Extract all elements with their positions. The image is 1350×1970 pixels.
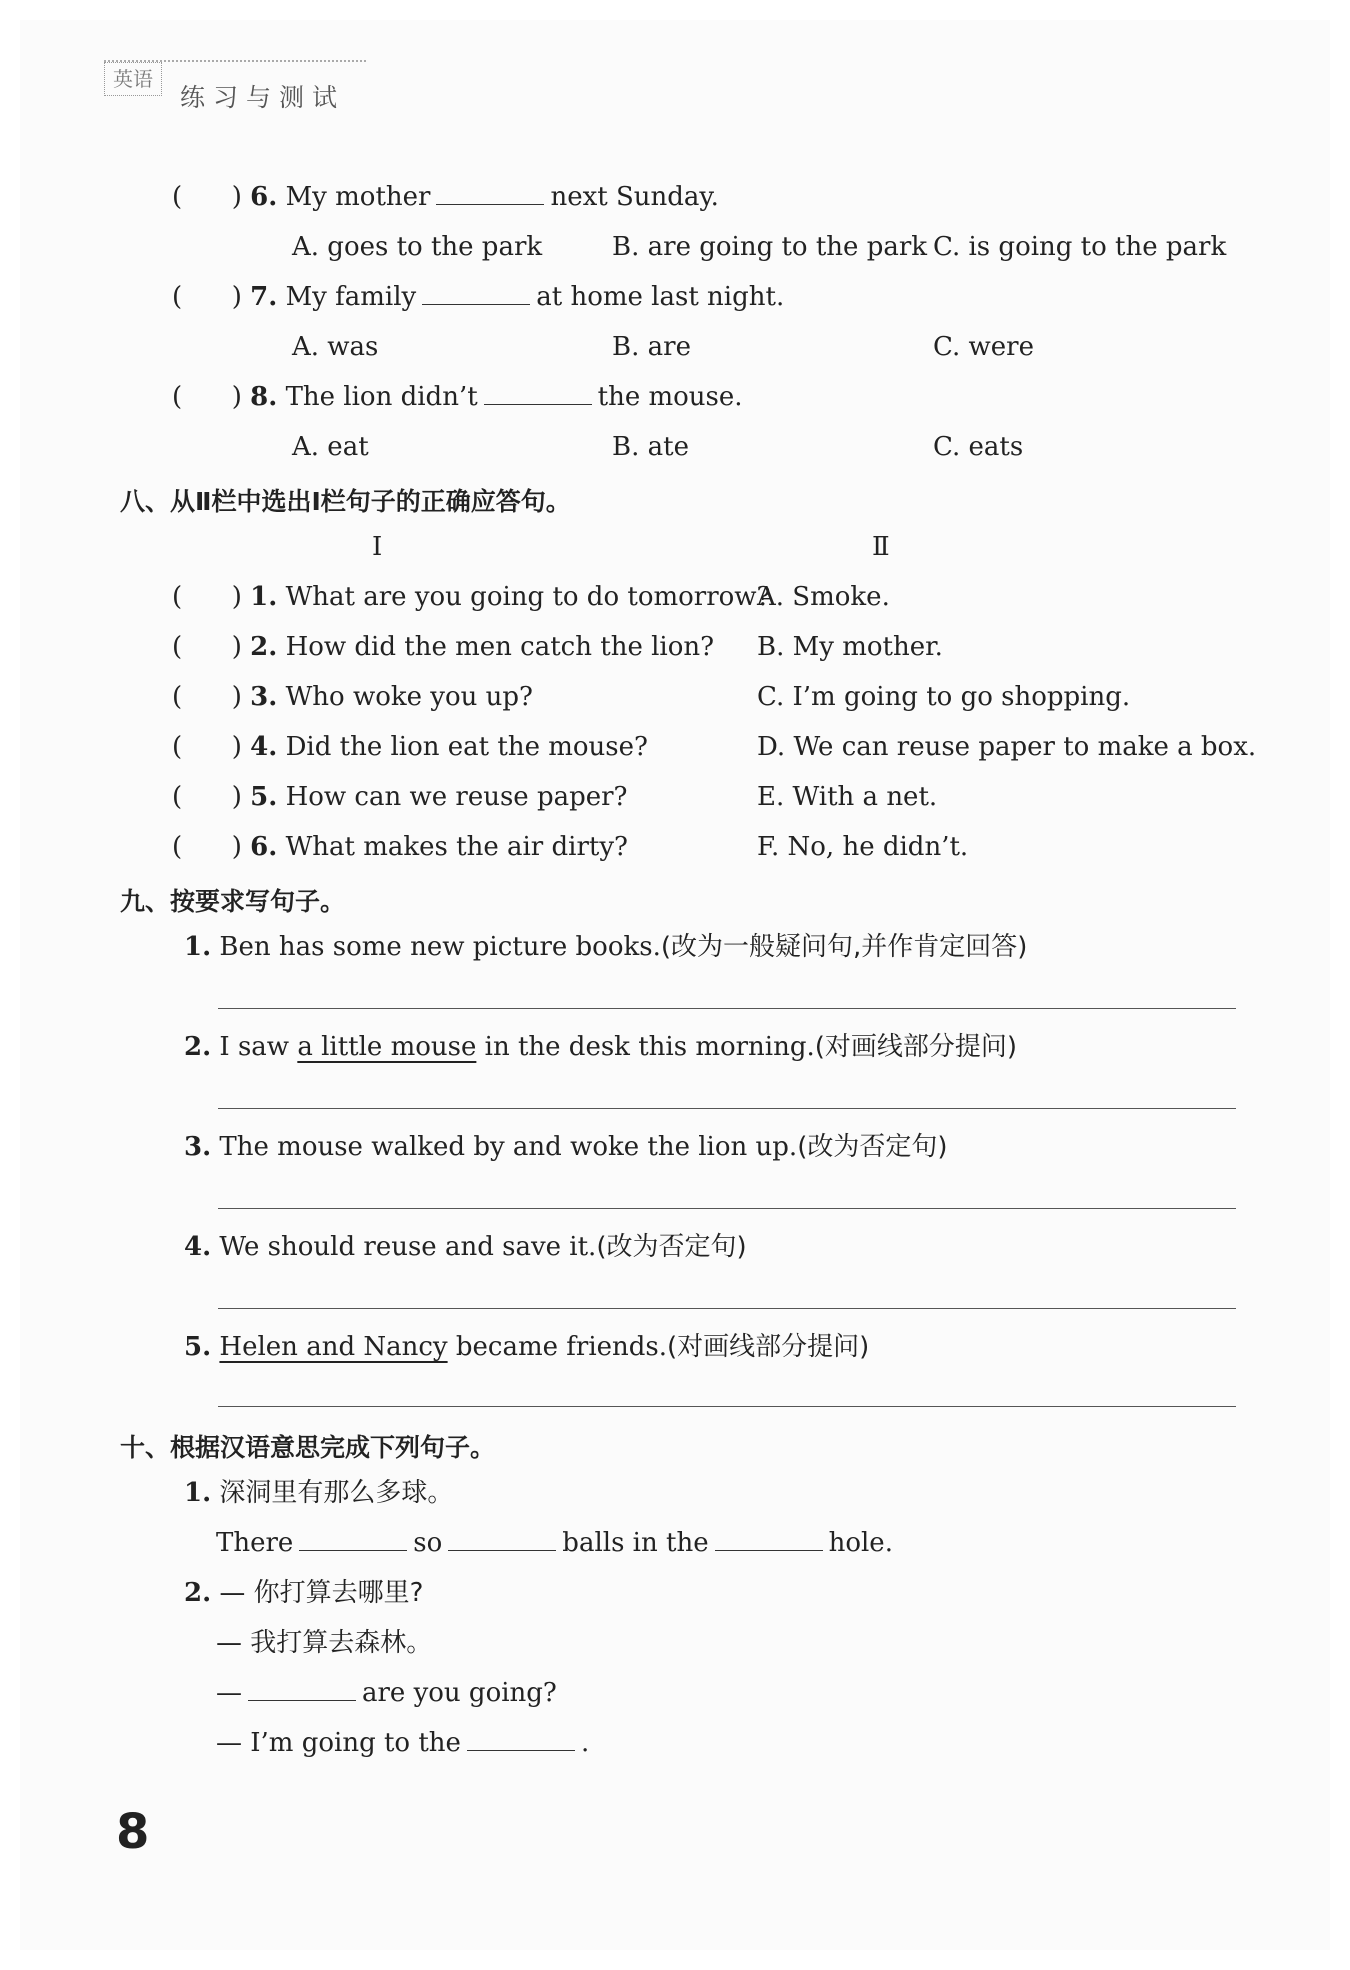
translate-item-2-question-en: — are you going? [216, 1678, 557, 1708]
match-row: ( ) 3. Who woke you up? [172, 682, 533, 712]
answer-line[interactable] [218, 1208, 1236, 1209]
match-answer: F. No, he didn’t. [757, 832, 969, 862]
translate-item-2-reply-zh: — 我打算去森林。 [216, 1628, 433, 1658]
match-row: ( ) 2. How did the men catch the lion? [172, 632, 715, 662]
mc-6-option-b[interactable]: B. are going to the park [612, 232, 928, 262]
answer-blank[interactable] [436, 180, 544, 205]
header-title: 练习与测试 [180, 83, 346, 112]
answer-blank[interactable] [248, 1676, 356, 1701]
match-answer: C. I’m going to go shopping. [757, 682, 1131, 712]
answer-line[interactable] [218, 1406, 1236, 1407]
mc-question-6: ( ) 6. My mother next Sunday. [172, 182, 719, 212]
underlined-phrase: a little mouse [297, 1032, 477, 1062]
answer-blank[interactable] [299, 1526, 407, 1551]
match-answer: D. We can reuse paper to make a box. [757, 732, 1257, 762]
match-row: ( ) 5. How can we reuse paper? [172, 782, 628, 812]
translate-item-1-prompt: 1. 深洞里有那么多球。 [184, 1478, 454, 1508]
rewrite-item-3: 3. The mouse walked by and woke the lion up.(改为否定句) [184, 1132, 948, 1162]
answer-line[interactable] [218, 1008, 1236, 1009]
match-row: ( ) 6. What makes the air dirty? [172, 832, 628, 862]
column-1-heading: Ⅰ [372, 532, 383, 562]
answer-blank[interactable] [448, 1526, 556, 1551]
mc-7-option-a[interactable]: A. was [292, 332, 379, 362]
answer-line[interactable] [218, 1108, 1236, 1109]
column-2-heading: Ⅱ [872, 532, 890, 562]
mc-question-7: ( ) 7. My family at home last night. [172, 282, 785, 312]
translate-item-2-prompt: 2. — 你打算去哪里? [184, 1578, 424, 1608]
answer-line[interactable] [218, 1308, 1236, 1309]
mc-8-option-c[interactable]: C. eats [933, 432, 1024, 462]
mc-8-option-a[interactable]: A. eat [292, 432, 369, 462]
answer-blank[interactable] [484, 380, 592, 405]
rewrite-item-4: 4. We should reuse and save it.(改为否定句) [184, 1232, 747, 1262]
answer-blank[interactable] [715, 1526, 823, 1551]
match-answer: A. Smoke. [757, 582, 890, 612]
mc-7-option-b[interactable]: B. are [612, 332, 691, 362]
section-9-title: 九、按要求写句子。 [120, 887, 346, 916]
section-8-title: 八、从Ⅱ栏中选出Ⅰ栏句子的正确应答句。 [120, 487, 571, 516]
answer-blank[interactable] [467, 1726, 575, 1751]
mc-6-option-a[interactable]: A. goes to the park [292, 232, 543, 262]
section-10-title: 十、根据汉语意思完成下列句子。 [120, 1433, 496, 1462]
answer-blank[interactable] [422, 280, 530, 305]
match-answer: E. With a net. [757, 782, 938, 812]
translate-item-1-sentence: There so balls in the hole. [216, 1528, 893, 1558]
rewrite-item-5: 5. Helen and Nancy became friends.(对画线部分提问) [184, 1332, 870, 1362]
header-subject-tag: 英语 [104, 62, 162, 96]
rewrite-item-1: 1. Ben has some new picture books.(改为一般疑问句,并作肯定回答) [184, 932, 1028, 962]
mc-question-8: ( ) 8. The lion didn’t the mouse. [172, 382, 743, 412]
mc-7-option-c[interactable]: C. were [933, 332, 1034, 362]
match-answer: B. My mother. [757, 632, 943, 662]
translate-item-2-reply-en: — I’m going to the . [216, 1728, 590, 1758]
mc-8-option-b[interactable]: B. ate [612, 432, 689, 462]
page-number: 8 [116, 1804, 150, 1860]
match-row: ( ) 4. Did the lion eat the mouse? [172, 732, 648, 762]
underlined-phrase: Helen and Nancy [219, 1332, 448, 1362]
rewrite-item-2: 2. I saw a little mouse in the desk this morning.(对画线部分提问) [184, 1032, 1018, 1062]
mc-6-option-c[interactable]: C. is going to the park [933, 232, 1227, 262]
match-row: ( ) 1. What are you going to do tomorrow? [172, 582, 771, 612]
